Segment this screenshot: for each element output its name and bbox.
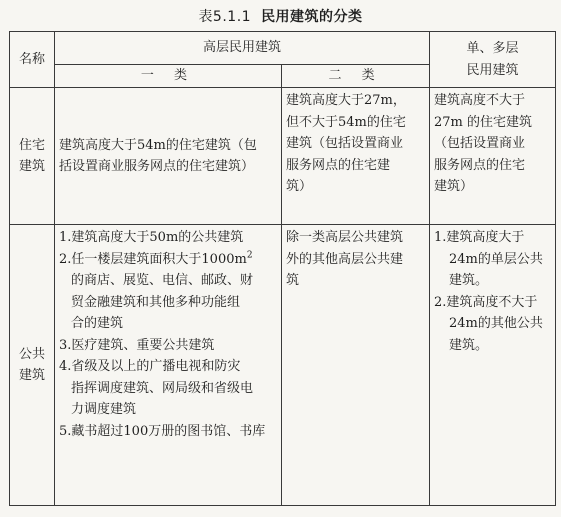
- residential-lowrise-line: 建筑高度不大于: [434, 93, 526, 108]
- public-lowrise-cell: [430, 225, 556, 506]
- residential-class1-line2: 括设置商业服务网点的住宅建筑）: [59, 159, 255, 174]
- header-highrise-cell: 高层民用建筑: [55, 32, 430, 65]
- residential-class2-line: 筑）: [286, 179, 313, 194]
- public-class2-line: 筑: [286, 273, 300, 288]
- public-class1-item2-cont: 合的建筑: [71, 316, 124, 331]
- public-class2-line: 外的其他高层公共建: [286, 251, 404, 267]
- public-lowrise-item1-cont: 建筑。: [449, 273, 489, 288]
- header-lowrise-line1: 单、多层: [466, 40, 519, 56]
- public-name-line1: 公共: [18, 346, 45, 362]
- table-title: [0, 6, 561, 26]
- classification-table: [9, 31, 556, 506]
- public-class1-item2-cont: 贸金融建筑和其他多种功能组: [71, 294, 241, 310]
- table-number: 表5.1.1: [198, 9, 252, 25]
- public-class2-line: 除一类高层公共建筑: [286, 230, 404, 245]
- public-class1-item5: 5.藏书超过100万册的图书馆、书库: [59, 423, 266, 439]
- header-lowrise-line2: 民用建筑: [466, 62, 519, 78]
- residential-lowrise-line: 27m 的住宅建筑: [434, 114, 533, 130]
- public-name-line2: 建筑: [18, 368, 45, 383]
- residential-class2-line: 建筑（包括设置商业: [286, 136, 404, 151]
- public-name-cell: [10, 225, 55, 506]
- public-class1-item2-cont: 的商店、展览、电信、邮政、财: [71, 273, 254, 288]
- table-title-text: 民用建筑的分类: [261, 9, 363, 25]
- public-class1-item4: 4.省级及以上的广播电视和防灾: [59, 359, 241, 374]
- header-class1-cell: 一 类: [55, 65, 282, 88]
- header-lowrise-cell: [430, 32, 556, 88]
- residential-lowrise-line: 建筑）: [434, 179, 474, 194]
- residential-class2-line: 服务网点的住宅建: [286, 157, 391, 173]
- header-row-1: [10, 32, 556, 65]
- public-class1-item2-text: 2.任一楼层建筑面积大于1000m: [59, 251, 247, 267]
- residential-row: [10, 88, 556, 225]
- residential-name-line1: 住宅: [18, 137, 45, 153]
- residential-class1-cell: [55, 88, 282, 225]
- public-lowrise-item2-cont: 建筑。: [449, 337, 489, 353]
- residential-class1-line1: 建筑高度大于54m的住宅建筑（包: [59, 137, 257, 153]
- residential-class2-line: 但不大于54m的住宅: [286, 114, 406, 130]
- residential-lowrise-cell: [430, 88, 556, 225]
- public-class1-item1: 1.建筑高度大于50m的公共建筑: [59, 230, 244, 245]
- residential-lowrise-line: （包括设置商业: [434, 136, 526, 151]
- public-class1-item3: 3.医疗建筑、重要公共建筑: [59, 337, 215, 353]
- public-class2-cell: [282, 225, 430, 506]
- public-lowrise-item1-cont: 24m的单层公共: [449, 251, 543, 267]
- header-name-cell: 名称: [10, 32, 55, 88]
- public-row: [10, 225, 556, 506]
- area-unit-superscript: 2: [246, 250, 253, 261]
- residential-class2-line: 建筑高度大于27m，: [286, 93, 406, 108]
- residential-name-line2: 建筑: [18, 159, 45, 174]
- residential-lowrise-line: 服务网点的住宅: [434, 157, 526, 173]
- header-class2-cell: 二 类: [282, 65, 430, 88]
- public-class1-item2: [59, 249, 277, 271]
- public-lowrise-item2-cont: 24m的其他公共: [449, 316, 543, 331]
- public-class1-item4-cont: 指挥调度建筑、网局级和省级电: [71, 380, 254, 396]
- public-class1-item4-cont: 力调度建筑: [71, 402, 137, 417]
- public-class1-cell: [55, 225, 282, 506]
- residential-class2-cell: [282, 88, 430, 225]
- public-lowrise-item1: 1.建筑高度大于: [434, 230, 525, 245]
- public-lowrise-item2: 2.建筑高度不大于: [434, 294, 538, 310]
- residential-name-cell: [10, 88, 55, 225]
